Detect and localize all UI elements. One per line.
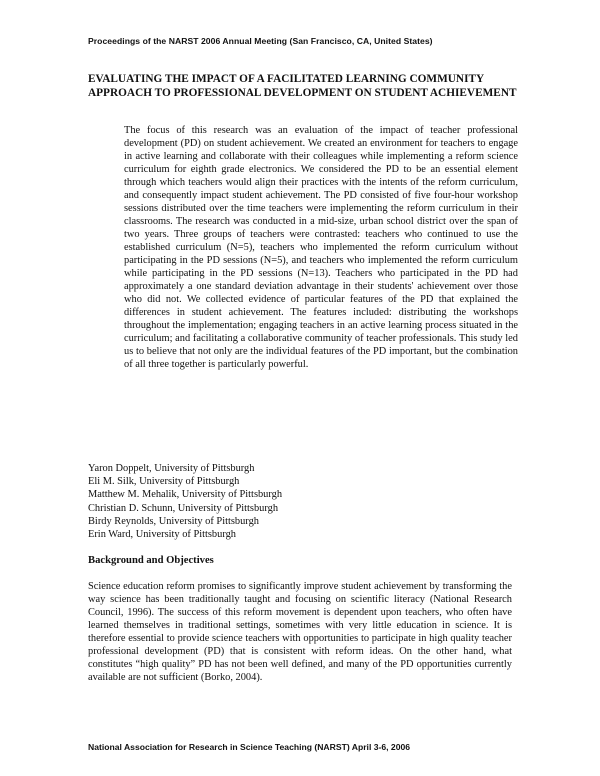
author-line: Eli M. Silk, University of Pittsburgh <box>88 476 240 488</box>
section-heading: Background and Objectives <box>88 555 214 566</box>
running-foot: National Association for Research in Science Teaching (NARST) April 3-6, 2006 <box>88 742 411 752</box>
body-paragraph: Science education reform promises to significantly improve student achievement by transforming the way science has been traditionally taught and focusing on scientific literacy (National Research Council, 1996). The success of this reform movement is dependent upon teachers, who often have learned themselves in traditional settings, sometimes with very little education in science. It is therefore essential to provide science teachers with opportunities to participate in high quality teacher professional development (PD) that is consistent with reform ideas. On the other hand, what constitutes “high quality” PD has not been well defined, and many of the PD opportunities currently available are not sufficient (Borko, 2004). <box>88 581 512 683</box>
author-line: Erin Ward, University of Pittsburgh <box>88 529 236 541</box>
author-list <box>88 462 508 541</box>
author-line: Yaron Doppelt, University of Pittsburgh <box>88 463 255 474</box>
paper-title: EVALUATING THE IMPACT OF A FACILITATED LEARNING COMMUNITY APPROACH TO PROFESSIONAL DEVELOPMENT ON STUDENT ACHIEVEMENT <box>88 73 517 99</box>
author-line: Christian D. Schunn, University of Pittsburgh <box>88 502 279 514</box>
author-line: Matthew M. Mehalik, University of Pittsburgh <box>88 489 283 501</box>
author-line: Birdy Reynolds, University of Pittsburgh <box>88 515 259 527</box>
abstract: The focus of this research was an evaluation of the impact of teacher professional development (PD) on student achievement. We created an environment for teachers to engage in active learning and collaborate with their colleagues while implementing a reform science curriculum for eighth grade electronics. We considered the PD to be an essential element through which teachers would align their practices with the intents of the reform curriculum, and consequently impact student achievement. The PD consisted of five four-hour workshop sessions distributed over the time teachers were implementing the reform curriculum in their classrooms. The research was conducted in a mid-size, urban school district over the span of two years. Three groups of teachers were contrasted: teachers who continued to use the established curriculum (N=5), teachers who implemented the reform curriculum without participating in the PD sessions (N=5), and teachers who implemented the reform curriculum while participating in the PD sessions (N=13). Teachers who participated in the PD had approximately a one standard deviation advantage in their students' achievement over those who did not. We collected evidence of particular features of the PD that explained the differences in student achievement. The features included: distributing the workshops throughout the implementation; engaging teachers in an active learning process situated in the curriculum; and facilitating a collaborative community of teacher professionals. This study led us to believe that not only are the individual features of the PD important, but the combination of all three together is particularly powerful. <box>124 125 518 370</box>
running-head: Proceedings of the NARST 2006 Annual Meeting (San Francisco, CA, United States) <box>88 36 433 46</box>
